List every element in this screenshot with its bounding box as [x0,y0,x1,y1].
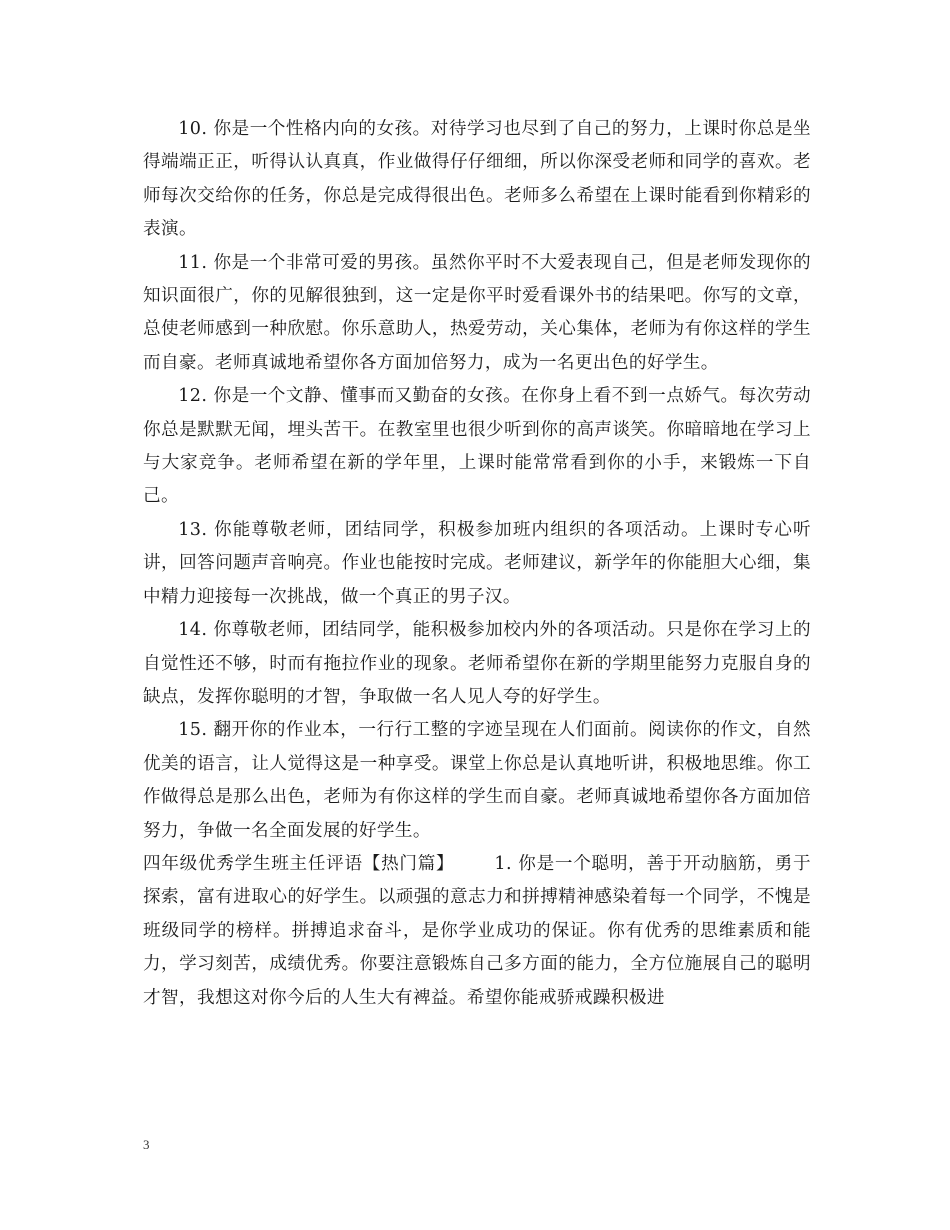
paragraph-15: 15. 翻开你的作业本，一行行工整的字迹呈现在人们面前。阅读你的作文，自然优美的语言，让人觉得这是一种享受。课堂上你总是认真地听讲，积极地思维。你工作做得总是那么出色，老师为有你这样的学生而自豪。老师真诚地希望你各方面加倍努力，争做一名全面发展的好学生。 [143,720,811,841]
paragraph-14: 14. 你尊敬老师，团结同学，能积极参加校内外的各项活动。只是你在学习上的自觉性还不够，时而有拖拉作业的现象。老师希望你在新的学期里能努力克服自身的缺点，发挥你聪明的才智，争取做一名人见人夸的好学生。 [143,620,811,707]
paragraph-13: 13. 你能尊敬老师，团结同学，积极参加班内组织的各项活动。上课时专心听讲，回答问题声音响亮。作业也能按时完成。老师建议，新学年的你能胆大心细，集中精力迎接每一次挑战，做一个真正的男子汉。 [143,519,811,607]
section-paragraph [143,848,811,1015]
section-heading: 四年级优秀学生班主任评语【热门篇】 [143,853,455,874]
paragraph-10: 10. 你是一个性格内向的女孩。对待学习也尽到了自己的努力，上课时你总是坐得端端正正，听得认认真真，作业做得仔仔细细，所以你深受老师和同学的喜欢。老师每次交给你的任务，你总是完成得很出色。老师多么希望在上课时能看到你精彩的表演。 [143,119,811,240]
section-first-item: 1. 你是一个聪明，善于开动脑筋，勇于探索，富有进取心的好学生。以顽强的意志力和拼搏精神感染着每一个同学，不愧是班级同学的榜样。拼搏追求奋斗，是你学业成功的保证。你有优秀的思维素质和能力，学习刻苦，成绩优秀。你要注意锻炼自己多方面的能力，全方位施展自己的聪明才智，我想这对你今后的人生大有裨益。希望你能戒骄戒躁积极进 [143,853,811,1008]
paragraph-11: 11. 你是一个非常可爱的男孩。虽然你平时不大爱表现自己，但是老师发现你的知识面很广，你的见解很独到，这一定是你平时爱看课外书的结果吧。你写的文章，总使老师感到一种欣慰。你乐意助人，热爱劳动，关心集体，老师为有你这样的学生而自豪。老师真诚地希望你各方面加倍努力，成为一名更出色的好学生。 [143,252,811,373]
page-number: 3 [143,1137,150,1152]
document-page [143,113,811,1015]
paragraph-12: 12. 你是一个文静、懂事而又勤奋的女孩。在你身上看不到一点娇气。每次劳动你总是默默无闻，埋头苦干。在教室里也很少听到你的高声谈笑。你暗暗地在学习上与大家竞争。老师希望在新的学年里，上课时能常常看到你的小手，来锻炼一下自己。 [143,386,811,507]
